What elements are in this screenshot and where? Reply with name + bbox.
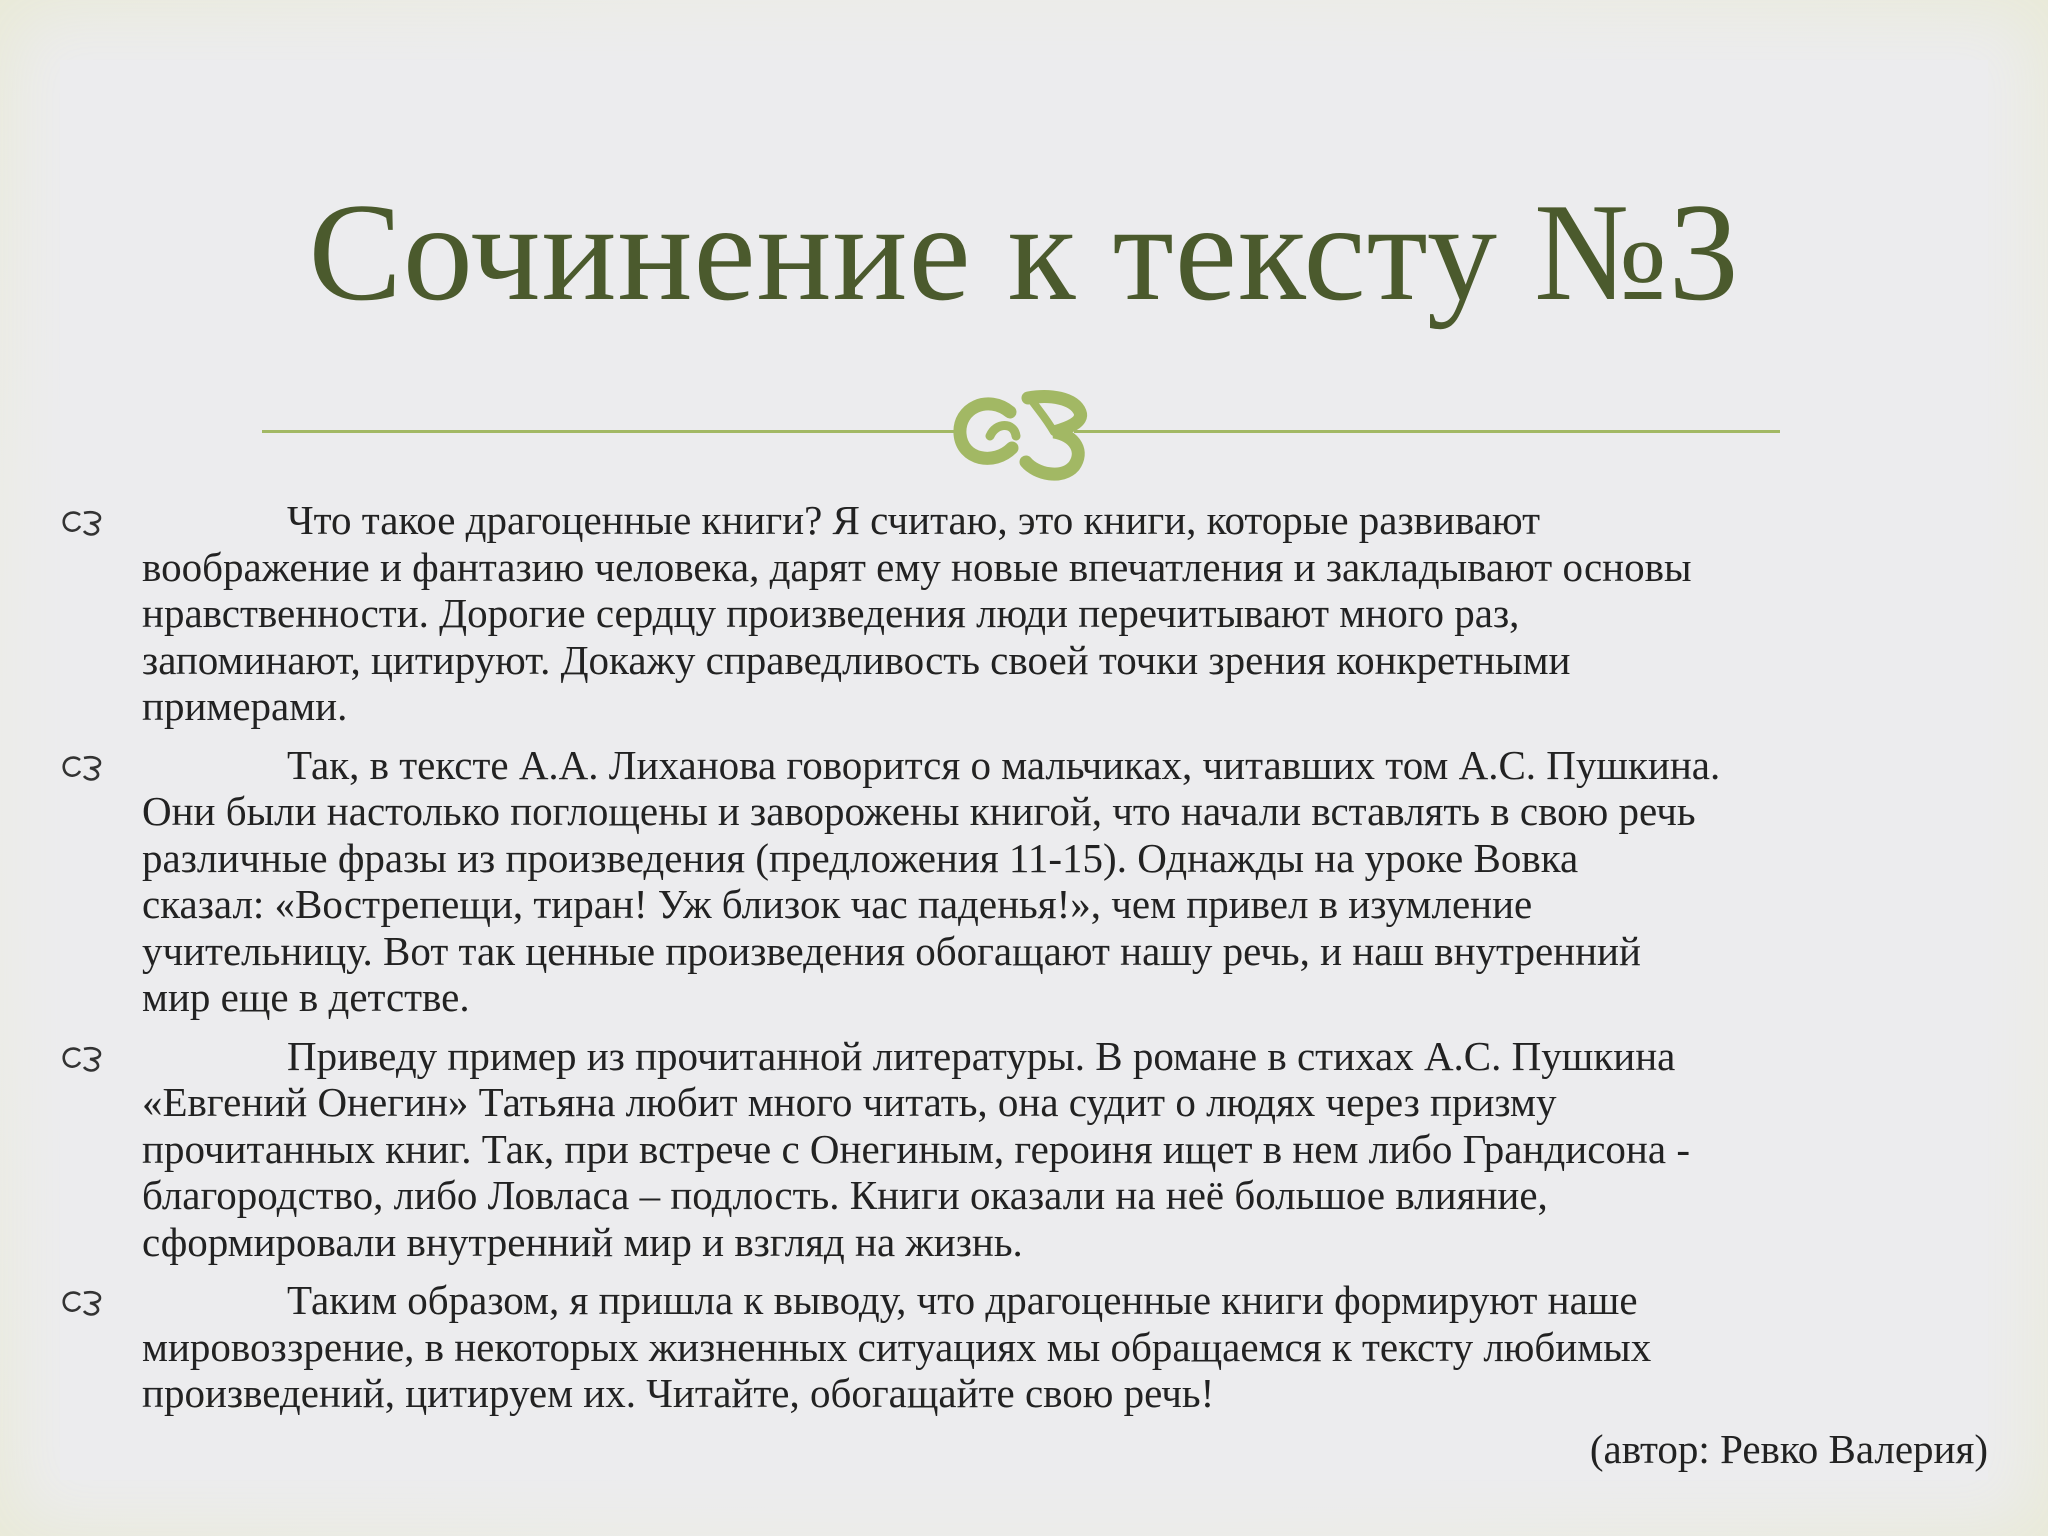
paragraph-line: Таким образом, я пришла к выводу, что драгоценные книги формируют наше [287,1277,1638,1323]
leaf-bullet-icon [60,1043,106,1073]
divider-left [262,430,962,433]
paragraph-line: учительницу. Вот так ценные произведения обогащают нашу речь, и наш внутренний [142,927,1641,974]
leaf-bullet-icon [60,507,106,537]
paragraph-line: различные фразы из произведения (предложения 11-15). Однажды на уроке Вовка [142,834,1579,881]
paragraph-line: прочитанных книг. Так, при встрече с Онегиным, героиня ищет в нем либо Грандисона - [142,1125,1690,1172]
paragraph-line: Они были настолько поглощены и заворожены книгой, что начали вставлять в свою речь [142,788,1696,834]
divider-right [1074,430,1780,433]
paragraph-2 [60,742,2000,1021]
paragraph-line: Что такое драгоценные книги? Я считаю, это книги, которые развивают [287,497,1541,543]
paragraph-line: благородство, либо Ловласа – подлость. Книги оказали на неё большое влияние, [142,1172,1548,1218]
author-credit: (автор: Ревко Валерия) [1589,1426,1988,1472]
flourish-ornament-icon [950,382,1100,482]
paragraph-line: сформировали внутренний мир и взгляд на жизнь. [142,1218,1023,1265]
paragraph-line: произведений, цитируем их. Читайте, обогащайте свою речь! [142,1370,1215,1416]
paragraph-line: сказал: «Вострепещи, тиран! Уж близок час паденья!», чем привел в изумление [142,881,1533,927]
paragraph-line: мировоззрение, в некоторых жизненных ситуациях мы обращаемся к тексту любимых [142,1323,1652,1370]
paragraph-3 [60,1033,2000,1266]
paragraph-line: Так, в тексте А.А. Лиханова говорится о мальчиках, читавших том А.С. Пушкина. [287,741,1721,788]
paragraph-1 [60,497,2000,730]
paragraph-line: воображение и фантазию человека, дарят ему новые впечатления и закладывают основы [142,543,1692,590]
slide-title: Сочинение к тексту №3 [308,175,1740,330]
paragraph-line: «Евгений Онегин» Татьяна любит много читать, она судит о людях через призму [142,1079,1557,1125]
paragraph-line: мир еще в детстве. [142,974,470,1020]
leaf-bullet-icon [60,752,106,782]
paragraph-line: Приведу пример из прочитанной литературы. В романе в стихах А.С. Пушкина [287,1032,1676,1079]
paragraph-line: примерами. [142,683,348,729]
paragraph-line: запоминают, цитируют. Докажу справедливость своей точки зрения конкретными [142,636,1571,683]
leaf-bullet-icon [60,1287,106,1317]
paragraph-4 [60,1277,2000,1417]
essay-body [60,497,2000,1417]
paragraph-line: нравственности. Дорогие сердцу произведения люди перечитывают много раз, [142,590,1520,636]
